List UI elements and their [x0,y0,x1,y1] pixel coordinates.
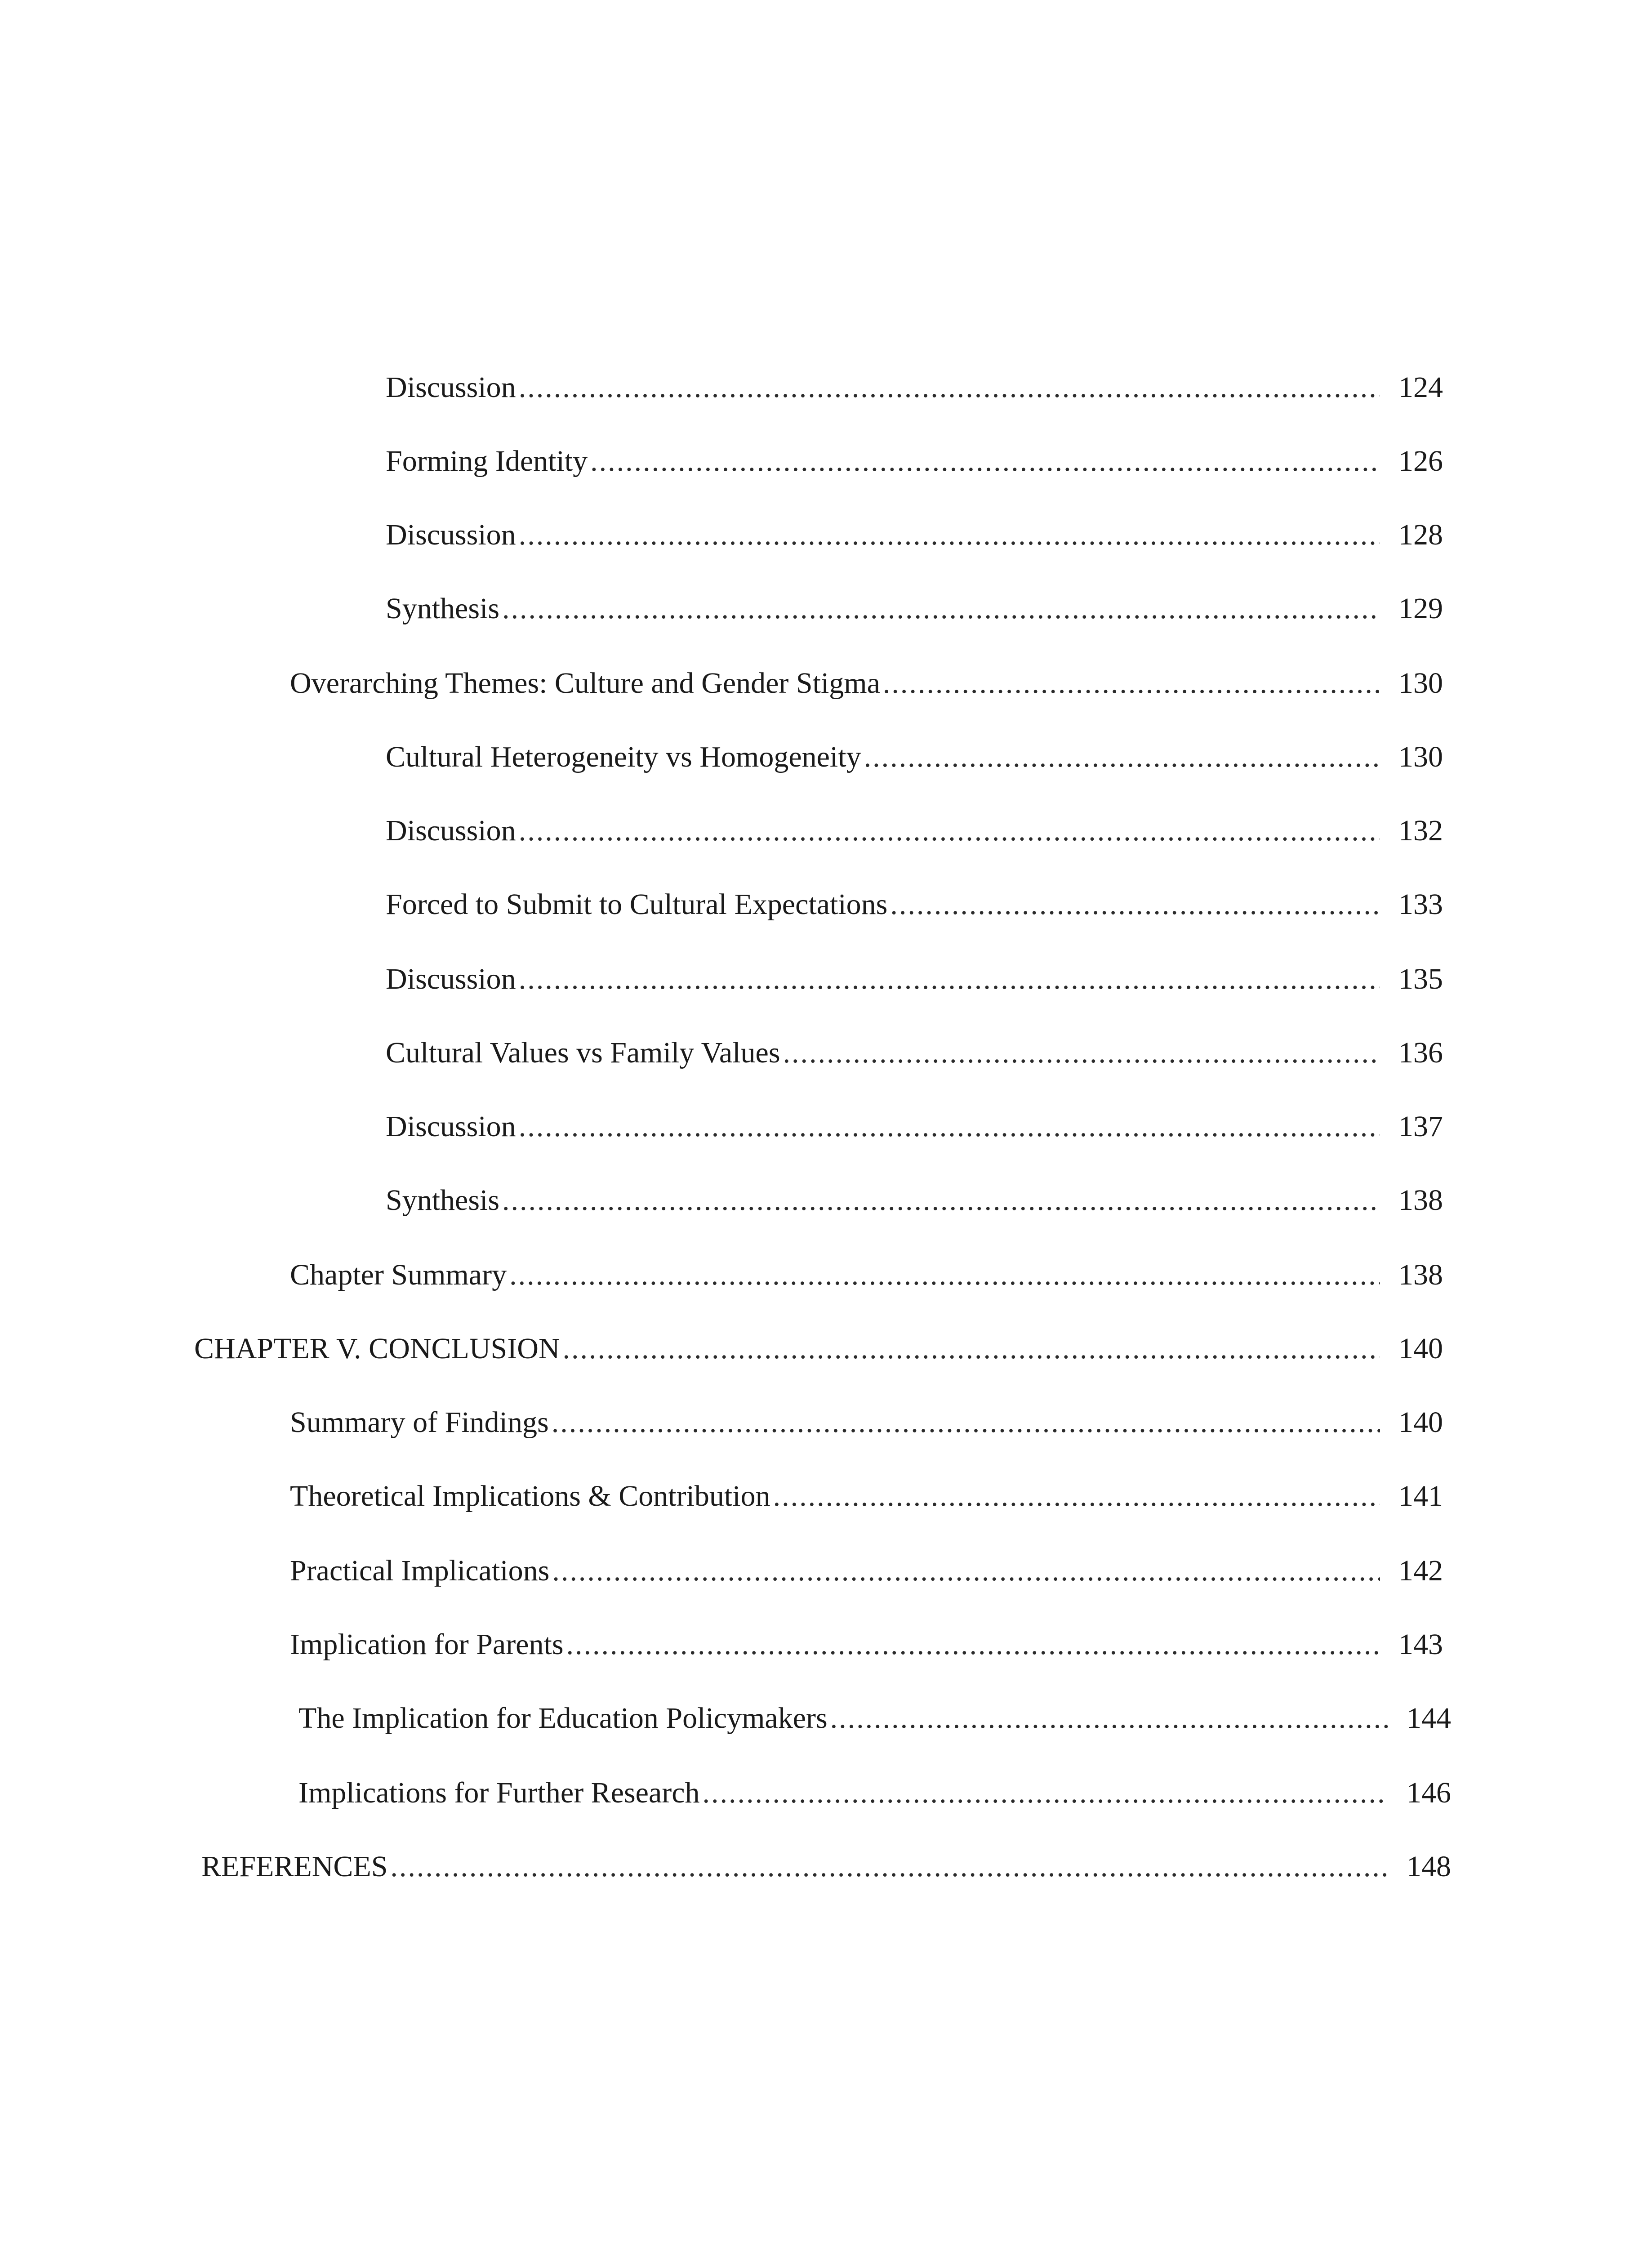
dot-leader [502,1178,1380,1223]
toc-entry-title: Implication for Parents [290,1628,564,1661]
toc-entry[interactable] [386,735,1443,780]
dot-leader [390,1844,1388,1889]
toc-entry-title: Synthesis [386,1184,500,1217]
toc-entry-page: 128 [1398,518,1443,551]
toc-entry[interactable] [386,808,1443,853]
toc-entry[interactable] [298,1696,1451,1741]
toc-entry-page: 143 [1398,1628,1443,1661]
toc-entry-page: 132 [1398,814,1443,847]
toc-entry[interactable] [386,1104,1443,1149]
toc-entry-title: Chapter Summary [290,1258,507,1291]
toc-entry-title: REFERENCES [201,1850,388,1883]
toc-entry[interactable] [194,1326,1443,1371]
dot-leader [890,882,1380,927]
toc-entry-title: Forced to Submit to Cultural Expectations [386,888,888,921]
toc-entry-page: 130 [1398,740,1443,773]
toc-entry-page: 129 [1398,592,1443,625]
toc-entry-page: 138 [1398,1184,1443,1217]
dot-leader [883,661,1380,706]
dot-leader [519,1104,1380,1149]
dot-leader [552,1400,1380,1445]
toc-entry-title: Discussion [386,1110,516,1143]
toc-entry-page: 144 [1407,1702,1451,1735]
toc-entry-page: 124 [1398,371,1443,404]
toc-entry-page: 136 [1398,1036,1443,1069]
toc-entry-page: 146 [1407,1776,1451,1809]
toc-entry-page: 130 [1398,667,1443,700]
toc-entry-title: Cultural Heterogeneity vs Homogeneity [386,740,861,773]
toc-entry-title: CHAPTER V. CONCLUSION [194,1332,560,1365]
toc-entry[interactable] [386,586,1443,631]
dot-leader [502,586,1380,631]
toc-entry-title: Forming Identity [386,445,588,477]
toc-entry-page: 126 [1398,445,1443,477]
toc-entry-page: 133 [1398,888,1443,921]
toc-entry-title: Implications for Further Research [298,1776,700,1809]
toc-entry-title: Discussion [386,814,516,847]
toc-entry-title: The Implication for Education Policymakers [298,1702,828,1735]
toc-entry-page: 138 [1398,1258,1443,1291]
dot-leader [783,1030,1380,1075]
toc-entry-page: 137 [1398,1110,1443,1143]
toc-entry[interactable] [386,882,1443,927]
toc-entry-page: 141 [1398,1480,1443,1512]
toc-entry[interactable] [290,1253,1443,1298]
toc-entry-page: 148 [1407,1850,1451,1883]
toc-entry[interactable] [386,1178,1443,1223]
dot-leader [552,1548,1380,1593]
dot-leader [864,735,1380,780]
toc-entry-title: Discussion [386,963,516,995]
toc-entry[interactable] [298,1771,1451,1815]
dot-leader [590,439,1380,484]
toc-entry[interactable] [290,1474,1443,1519]
toc-entry[interactable] [290,661,1443,706]
toc-entry[interactable] [386,365,1443,410]
toc-entry[interactable] [201,1844,1451,1889]
dot-leader [509,1253,1380,1298]
dot-leader [830,1696,1388,1741]
toc-entry[interactable] [386,1030,1443,1075]
toc-entry-title: Overarching Themes: Culture and Gender Stigma [290,667,880,700]
dot-leader [519,513,1380,558]
toc-entry-title: Cultural Values vs Family Values [386,1036,780,1069]
dot-leader [703,1771,1388,1815]
dot-leader [519,365,1380,410]
toc-entry[interactable] [386,957,1443,1002]
toc-entry[interactable] [386,439,1443,484]
dot-leader [563,1326,1380,1371]
dot-leader [566,1622,1380,1667]
dot-leader [519,957,1380,1002]
toc-entry[interactable] [290,1400,1443,1445]
toc-entry[interactable] [290,1622,1443,1667]
dot-leader [773,1474,1380,1519]
toc-entry-title: Summary of Findings [290,1406,549,1439]
toc-entry-page: 135 [1398,963,1443,995]
toc-entry[interactable] [386,513,1443,558]
toc-entry-title: Discussion [386,518,516,551]
dot-leader [519,808,1380,853]
toc-entry-page: 142 [1398,1554,1443,1587]
toc-entry-page: 140 [1398,1332,1443,1365]
toc-entry[interactable] [290,1548,1443,1593]
toc-entry-page: 140 [1398,1406,1443,1439]
toc-entry-title: Theoretical Implications & Contribution [290,1480,770,1512]
toc-entry-title: Synthesis [386,592,500,625]
toc-entry-title: Discussion [386,371,516,404]
toc-entry-title: Practical Implications [290,1554,550,1587]
